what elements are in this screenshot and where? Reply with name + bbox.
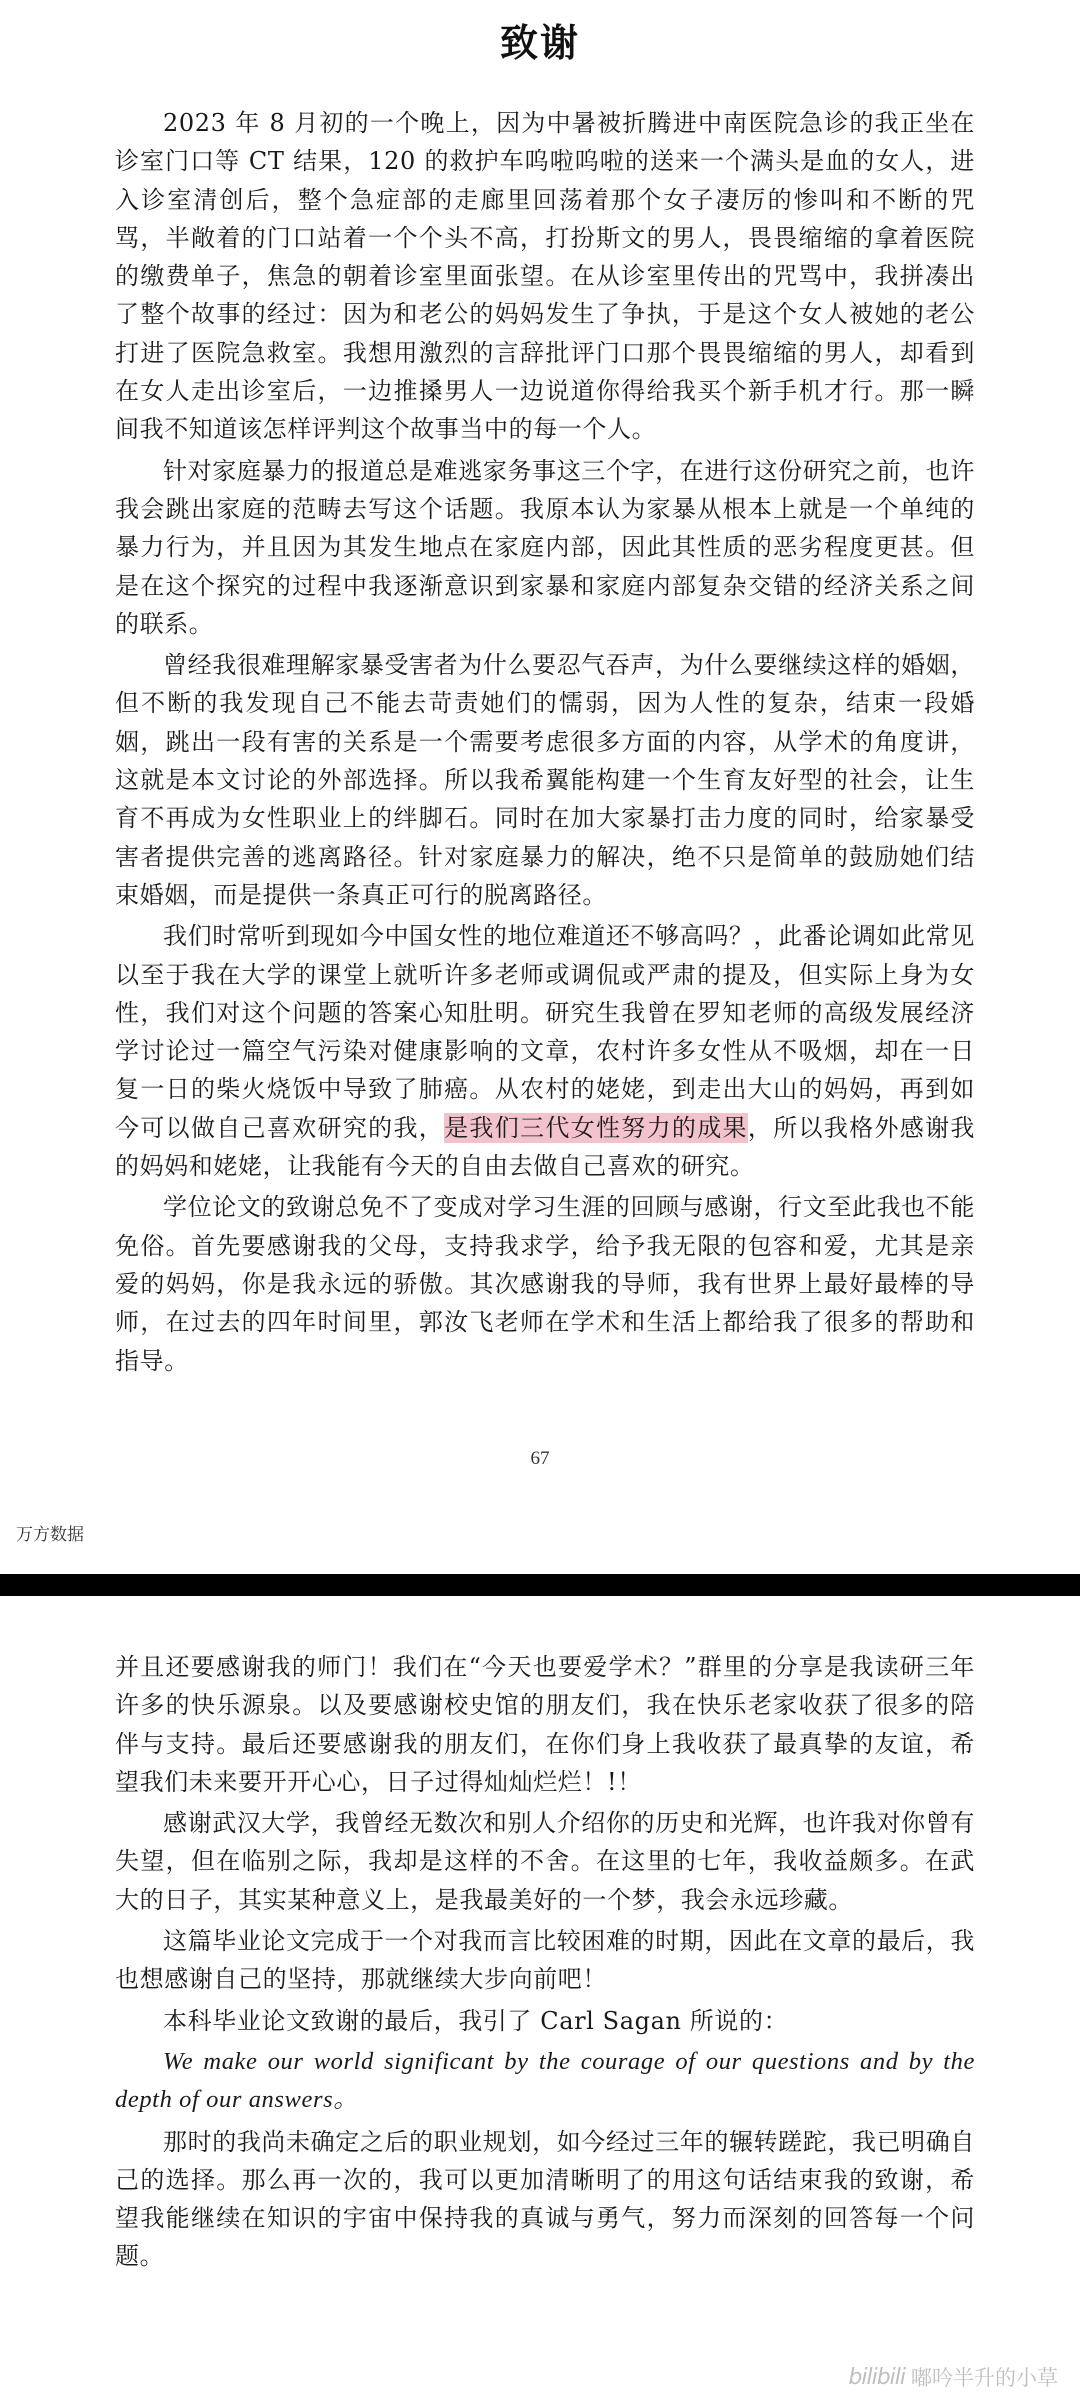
paragraph [115, 917, 975, 1185]
paragraph: 针对家庭暴力的报道总是难逃家务事这三个字，在进行这份研究之前，也许我会跳出家庭的范畴去写这个话题。我原本认为家暴从根本上就是一个单纯的暴力行为，并且因为其发生地点在家庭内部，因此其性质的恶劣程度更甚。但是在这个探究的过程中我逐渐意识到家暴和家庭内部复杂交错的经济关系之间的联系。 [115, 456, 975, 638]
bilibili-logo-icon: bilibili [848, 2364, 905, 2390]
acknowledgement-body-continued [115, 1648, 975, 2279]
paragraph: 感谢武汉大学，我曾经无数次和别人介绍你的历史和光辉，也许我对你曾有失望，但在临别之际，我却是这样的不舍。在这里的七年，我收益颇多。在武大的日子，其实某种意义上，是我最美好的一个梦，我会永远珍藏。 [115, 1809, 975, 1914]
paragraph: 本科毕业论文致谢的最后，我引了 Carl Sagan 所说的： [163, 2006, 789, 2035]
page-title: 致谢 [499, 21, 580, 65]
source-watermark: 万方数据 [16, 1525, 84, 1545]
quote-text: We make our world significant by the courage of our questions and by the depth of our answers。 [115, 2047, 975, 2114]
document-page-68 [0, 1596, 1080, 2400]
page-number: 67 [530, 1448, 550, 1469]
paragraph-text: 我们时常听到现如今中国女性的地位难道还不够高吗？，此番论调如此常见以至于我在大学的课堂上就听许多老师或调侃或严肃的提及，但实际上身为女性，我们对这个问题的答案心知肚明。研究生我曾在罗知老师的高级发展经济学讨论过一篇空气污染对健康影响的文章，农村许多女性从不吸烟，却在一日复一日的柴火烧饭中导致了肺癌。从农村的姥姥，到走出大山的妈妈，再到如今可以做自己喜欢研究的我， [115, 922, 975, 1142]
platform-watermark [848, 2362, 1058, 2392]
paragraph: 这篇毕业论文完成于一个对我而言比较困难的时期，因此在文章的最后，我也想感谢自己的坚持，那就继续大步向前吧！ [115, 1927, 975, 1994]
paragraph: 并且还要感谢我的师门！我们在“今天也要爱学术？”群里的分享是我读研三年许多的快乐源泉。以及要感谢校史馆的朋友们，我在快乐老家收获了很多的陪伴与支持。最后还要感谢我的朋友们，在你们身上我收获了最真挚的友谊，希望我们未来要开开心心，日子过得灿灿烂烂！!！ [115, 1653, 975, 1796]
paragraph: 2023 年 8 月初的一个晚上，因为中暑被折腾进中南医院急诊的我正坐在诊室门口等 CT 结果，120 的救护车呜啦呜啦的送来一个满头是血的女人，进入诊室清创后，整个急症部的走廊里回荡着那个女子凄厉的惨叫和不断的咒骂，半敞着的门口站着一个个头不高，打扮斯文的男人，畏畏缩缩的拿着医院的缴费单子，焦急的朝着诊室里面张望。在从诊室里传出的咒骂中，我拼凑出了整个故事的经过：因为和老公的妈妈发生了争执，于是这个女人被她的老公打进了医院急救室。我想用激烈的言辞批评门口那个畏畏缩缩的男人，却看到在女人走出诊室后，一边推搡男人一边说道你得给我买个新手机才行。那一瞬间我不知道该怎样评判这个故事当中的每一个人。 [115, 109, 975, 444]
page-divider [0, 1574, 1080, 1596]
watermark-username: 嘟吟半升的小草 [911, 2366, 1058, 2390]
highlighted-text: 是我们三代女性努力的成果 [444, 1113, 748, 1142]
paragraph: 曾经我很难理解家暴受害者为什么要忍气吞声，为什么要继续这样的婚姻，但不断的我发现自己不能去苛责她们的懦弱，因为人性的复杂，结束一段婚姻，跳出一段有害的关系是一个需要考虑很多方面的内容，从学术的角度讲，这就是本文讨论的外部选择。所以我希翼能构建一个生育友好型的社会，让生育不再成为女性职业上的绊脚石。同时在加大家暴打击力度的同时，给家暴受害者提供完善的逃离路径。针对家庭暴力的解决，绝不只是简单的鼓励她们结束婚姻，而是提供一条真正可行的脱离路径。 [115, 651, 975, 909]
paragraph-text: ，所以我格外感谢我的妈妈和姥姥，让我能有今天的自由去做自己喜欢的研究。 [115, 1113, 975, 1181]
paragraph: 学位论文的致谢总免不了变成对学习生涯的回顾与感谢，行文至此我也不能免俗。首先要感谢我的父母，支持我求学，给予我无限的包容和爱，尤其是亲爱的妈妈，你是我永远的骄傲。其次感谢我的导师，我有世界上最好最棒的导师，在过去的四年时间里，郭汝飞老师在学术和生活上都给我了很多的帮助和指导。 [115, 1193, 975, 1375]
acknowledgement-body [115, 104, 975, 1383]
paragraph: 那时的我尚未确定之后的职业规划，如今经过三年的辗转蹉跎，我已明确自己的选择。那么再一次的，我可以更加清晰明了的用这句话结束我的致谢，希望我能继续在知识的宇宙中保持我的真诚与勇气，努力而深刻的回答每一个问题。 [115, 2127, 975, 2271]
